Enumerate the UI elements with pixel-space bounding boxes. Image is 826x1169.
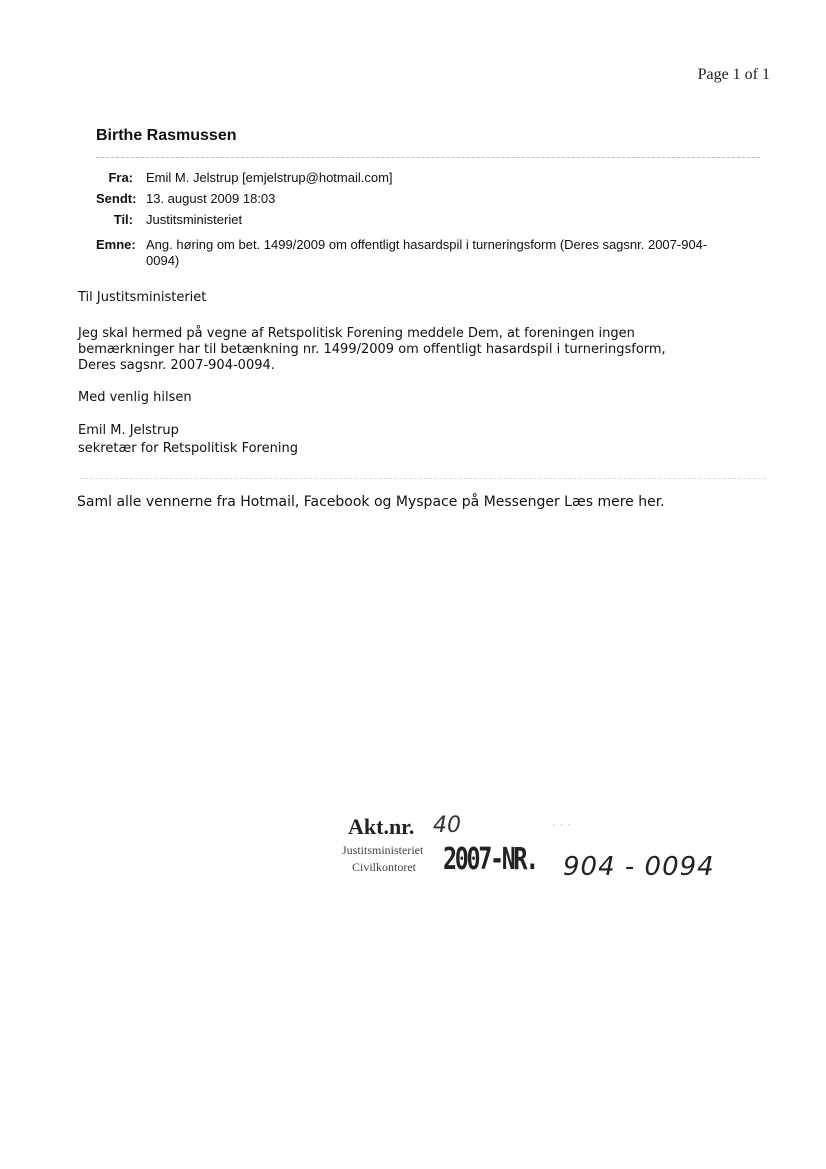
header-from-row [96,170,766,186]
to-value: Justitsministeriet [146,212,243,227]
stamp-case-handwritten: 904 - 0094 [563,852,715,882]
header-divider [96,157,760,158]
sent-value: 13. august 2009 18:03 [146,191,276,206]
header-sent-row [96,191,766,207]
stamp-case-prefix: 2007-NR. [443,842,537,877]
to-label: Til: [113,212,133,227]
closing: Med venlig hilsen [78,390,192,405]
stamp-title: Akt.nr. [348,814,415,839]
stamp-org-line-1: Justitsministeriet [342,843,424,857]
subject-value [146,237,766,269]
sender-name: Birthe Rasmussen [96,127,237,144]
signer-name: Emil M. Jelstrup [78,423,179,438]
from-label: Fra: [108,170,133,185]
sent-label: Sendt: [96,191,137,206]
faint-stamp-mark: ⋅ ⋅ ⋅ [552,818,572,832]
signer-title: sekretær for Retspolitisk Forening [78,441,298,456]
stamp-org-line-2: Civilkontoret [352,860,416,874]
footer-divider [80,478,766,479]
body-paragraph-line-1: Jeg skal hermed på vegne af Retspolitisk Forening meddele Dem, at foreningen ingen [78,326,635,341]
body-paragraph-line-2: bemærkninger har til betænkning nr. 1499/2009 om offentligt hasardspil i turneringsform, [78,342,666,357]
header-subject-row [96,237,766,269]
from-value: Emil M. Jelstrup [emjelstrup@hotmail.com] [146,170,393,185]
page-number: Page 1 of 1 [697,66,770,83]
header-to-row [96,212,766,228]
subject-line-1: Ang. høring om bet. 1499/2009 om offentligt hasardspil i turneringsform (Deres sagsnr. 2007-904- [146,237,708,252]
body-paragraph-line-3: Deres sagsnr. 2007-904-0094. [78,358,275,373]
subject-line-2: 0094) [146,253,180,268]
stamp-handwritten-number: 40 [433,813,461,838]
footer-ad: Saml alle vennerne fra Hotmail, Facebook og Myspace på Messenger Læs mere her. [77,494,665,510]
subject-label: Emne: [96,237,136,252]
greeting: Til Justitsministeriet [78,290,207,305]
